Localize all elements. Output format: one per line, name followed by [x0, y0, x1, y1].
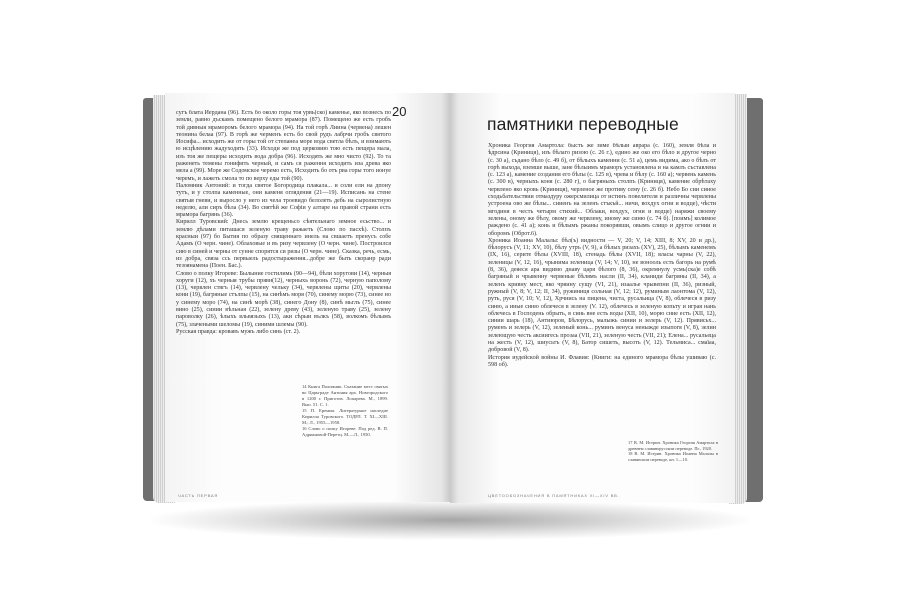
- paragraph: История иудейской войны И. Флавия: (Книги: на единого мрамора бѣлы ушиваю (с. 598 об).: [488, 354, 716, 368]
- footnote: 14 Книга Паломник. Сказание мест святых во Царьграде Антония арх. Новгородского в 1200 г. Приготов. Лопарева. М., 1899. Вып. 51. С. 1.: [302, 384, 388, 407]
- paragraph: Паломник Антоний: и тогда святое Богородица плакала... и соли ели на дпону тутъ, и у столпа каменные, они каменя оглядения (21—19). Исписань на стене святыя гневи, и выросло у него из чела троевидо белолеть дебь на сыролистную неделю, али сиръ бѣла (34). Во святѣй же Софіи у алтаре на правой страни есть мрамора багрянь (36).: [176, 182, 391, 219]
- paragraph: Хроника Георгия Амартола: бысть же зиме бѣлыи аврара (с. 160), земля бѣла и ѣдрсина (Криниця), изъ бѣлаго ризою (с. 26 г.), едино же око его бѣло и другое черно (с. 30 а), съдано бѣло (с. 49 б), от бѣлыхъ каменни (с. 51 а), цемь видима, ако о бѣлъ от горѣ выхода, вземше выше, зане бѣлыимъ мраморъ установлена и на камлъ съставлена (с. 123 а), камение создания его бѣлы (с. 125 в), чрева и бѣлу (с. 160 а); червень камень (с. 300 в), черныхъ коня (с. 280 г), о багряныхъ столпъ (Криниця), камение обрѣтаху червлено яко кровь (Криниця), черленое же противу сему (с. 26 б). Небо Бо сии синое сходьбательствии отмаздуру ожерсмилица от истинъ повелителя и различны червлены устроена ово же бѣлы... сииенъ на зеленъ стъкъй... ничи, вохдух огни и водце), чѣсти мгодиня в честь четырм стихий... Облаки, вохдух, огни и водце) наряжи своему зелены, оному же бѣлу, овому же червлену, иному же синю (с. 74 б). [поимъ] колимое раждено (с. 41 а); конь и бѣлымъ ржаны покорявши, овымъ слицо и другое огнии и оборомъ (Оброт.6).: [488, 143, 716, 237]
- footnote: 17 В. М. Истрин. Хроника Георгия Амартола в древнем славянорусском переводе. Пг., 1920.: [628, 440, 718, 451]
- paragraph: сугъ блата Иердана (96). Есть бо около горы тоя урвь(ско) каменье, яко вознесъ по земли, равно дъскамъ помещено белого мрамора (87). Помещено же есть гробъ той дивныя мраморомъ белого мрамора (94). На той горѣ Лиина (червена) лешен теонина белаа (97). В горѣ же черменъ есть бо свой рудъ лабрчи гробъ святого Иосифа... исходить же от горы той от степанеа море вода светла бѣлъ, и взимають ю исцѣлению жадуходять (33). Исходи же под церковию тою есть пещера мала, изъ тоя же пещеры исходить вода добра (96). Исходять же мно чисто (92). То та раженеть темены гонифить черный, и самъ ся раження исходить иза древа яко мела а (99). Море же Содомское черемо есть, Исходить бо отъ рва горы того ионуе черемъ, и лажеть смола то по верху еды той (90).: [176, 110, 391, 182]
- chapter-title: памятники переводные: [487, 114, 679, 134]
- right-page-body: [488, 143, 716, 491]
- book-shadow: [150, 500, 750, 540]
- left-running-footer: ЧАСТЬ ПЕРВАЯ: [178, 493, 219, 498]
- page-number: 20: [392, 104, 407, 119]
- footnote: 15 П. Еремин. Литературное наследие Кирилла Туровского. ТОДРЛ. Т. XI—XIII. М.; Л., 1955—1958.: [302, 408, 388, 425]
- paragraph: Слово о полку Игореве: Былыние гостилимь (90—94), бѣли хоругови (14), черныя хоруги (12), хъ черныя трубы прявн(12), черныхь воронь (72), черную паполому (13), червлен стягъ (14), червлену чельку (34), червлены щиты (20), червлены кони (19), багряные стълпы (15), на синѣмъ моря (70), синему морю (73), синее но у синему моро (74), на синѣ морѣ (38), синего Дону (8), синѣ мьглъ (75), синее вино (25), синии вѣльная (22), зелену древу (43), зеленую траву (25), зелену пароволку (26), ѣлыхъ вльвязыхъ (13), аки сѣрыи вълкъ (58), волкомъ бѣлымъ (75), злачеными шеломы (19), синими шлемы (90).: [176, 270, 391, 328]
- paragraph: Кирилл Туровский: Днесь землю крещеньсо сѣятельнаго земное есьство... и землю дѣлами питашася зеленую траву ражаеть (Слово по пасхѣ). Столпъ красныи (97) бо Бытия по образу священнаго инель на свшаетъ пренусъ собе Адамъ (О черн. чине). Облаховые и въ ризу червлену (О черн. чине). Построился сию в синей и черны от сунне спорятся си ризы (О черн. чине). Сказка, речь, есмь, из добра, связа ссь первыель радостыражения...добре же быть скоранр ради тезоянамена (Поен. Бас.).: [176, 219, 391, 270]
- left-footnotes: [302, 384, 388, 492]
- footnote: 18 В. М. Истрин. Хроника Иоанна Малалы в славянском переводе, кн. 1—10.: [628, 451, 718, 462]
- footnote: 16 Слово о полку Игореве. Под ред. В. П. Адриановой-Перетц. М.—Л., 1950.: [302, 426, 388, 437]
- right-footnotes: [628, 440, 718, 490]
- right-running-footer: ЦВЕТООБОЗНАЧЕНИЯ В ПАМЯТНИКАХ XI—XIV ВВ.: [488, 493, 620, 498]
- paragraph: Хроника Иоанна Малалы: бѣл(ъ) видности — V, 20; V, 14; XIII, 8; XV, 20 и др.), бѣлорусъ (V, 11; XV, 10), бѣлу утръ (V, 9), а бѣлых ризахъ (XV), 25), бѣлымъ каменемъ (IX, 16), серите бѣлы (XVIII, 18), стенадь бѣлы (XVII, 18); власы чарны (V, 22), зеленицы (V, 12, 16), чрынима зеленица (V, 14; V, 10), не вонооль есть багорь на румѣ (8, 36), деяеся ара видимо днаву царя бѣлого (8, 36), окремнулу усмь(ска)е собѣ багряный и чрывенну червеные бѣлямъ насли (II, 34), кланиди багряны (II, 34), а зеленъ кривну мест, яко чрвину сущу (VI, 21), изаалье чрывепни (II, 36), ризный, ружный (V, 8; V, 12; II, 34), ружиниця сольная (V, 12; 12), руминым лаонтома (V, 12), руть, руся (V, 10; V, 12), Хрчнись на пицена, чиста, русальица (V, 8), облечеся в ризу синю, а иные синю облечеся в зелену (V. 12), облечесь в зеленую копьту и играя нань облечесь в Господень обрыть, в синь вне есть воды (XII, 10), морю сние есть (XII, 12), синии шарь (18), Антиюров, Бѣлорусь, малыжь синии и зелерь (V, 12). Прявисьх... руменъ и зелерь (V, 12), зеленый конь... руминъ венуса неныжде изыпогя (V, 8), зелин зелеющую честь аксиигесь прозаа (VII, 21), зеленую честь (VII, 21); Елена... русальеца на жесть (V, 12), шиусьтъ (V, 8), Батор сишеть, высоть (V, 12). Тельмиса... смаїаа, добровой (V, 8).: [488, 237, 716, 354]
- left-page-body: [176, 110, 391, 380]
- paragraph: Русская правда: кровавъ мужъ либо синь (ст. 2).: [176, 328, 301, 335]
